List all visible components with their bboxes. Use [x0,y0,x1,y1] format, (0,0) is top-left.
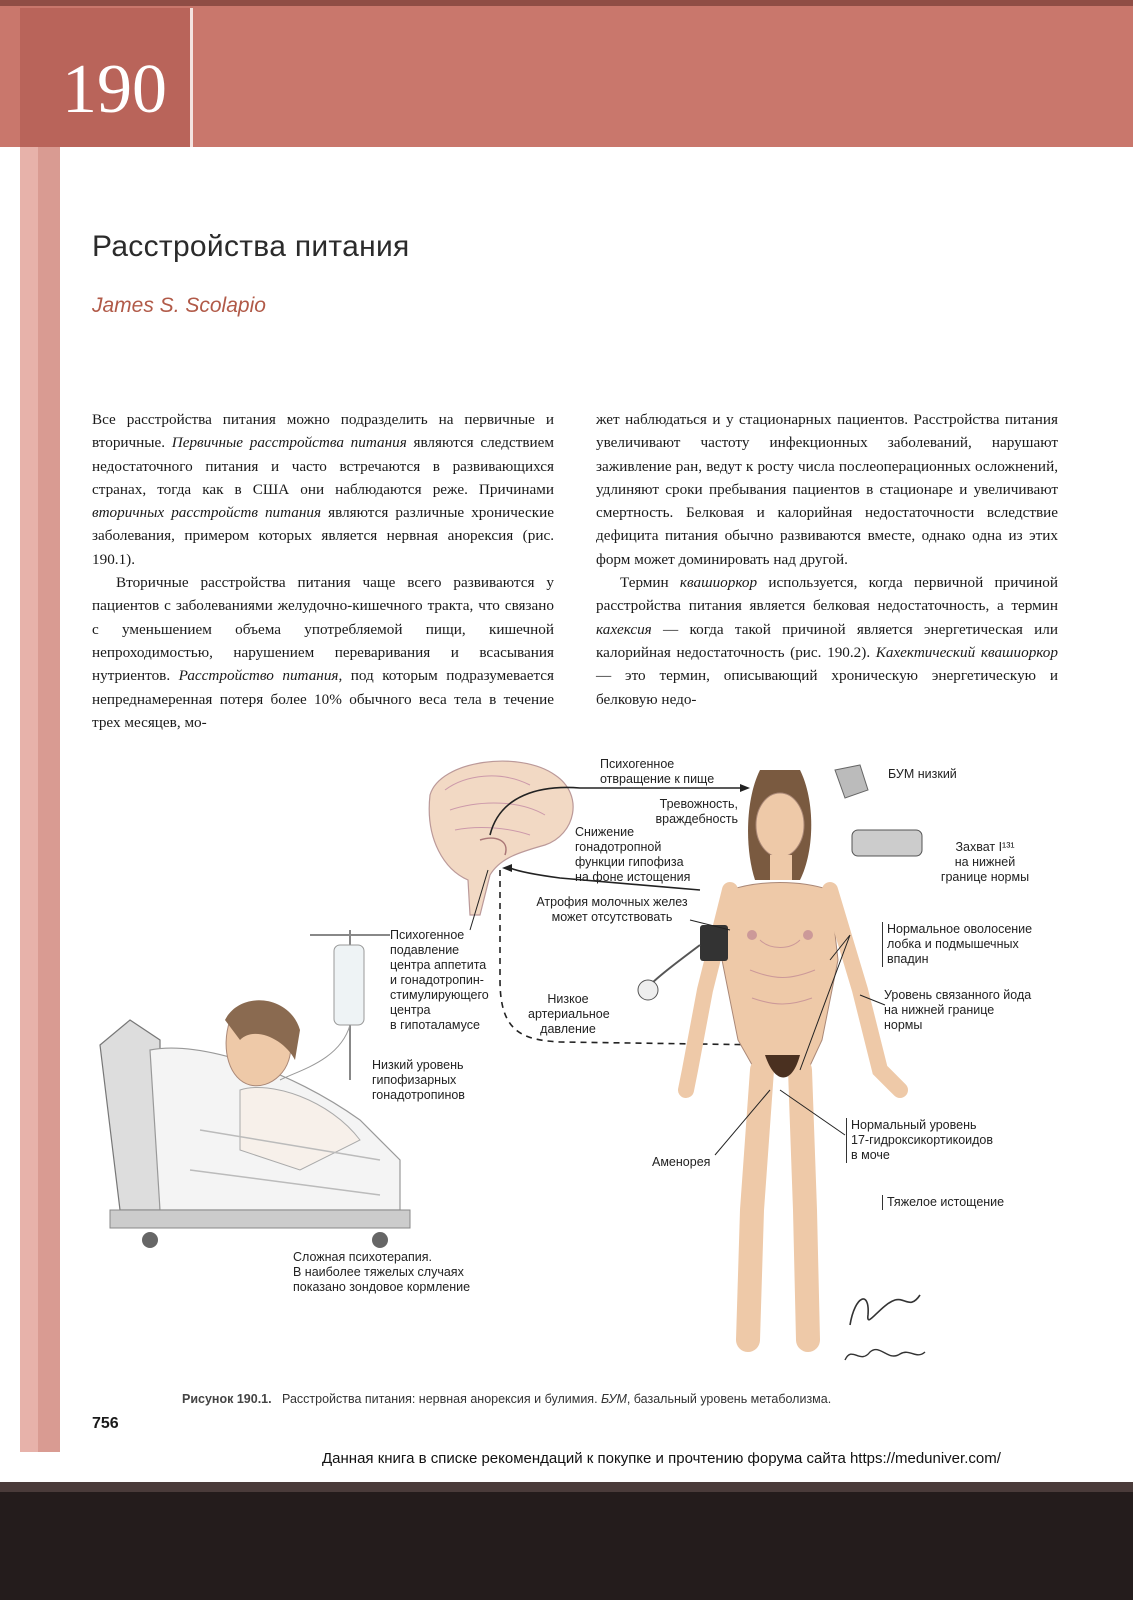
label-psychotherapy: Сложная психотерапия. В наиболее тяжелых случаях показано зондовое кормление [293,1250,471,1294]
body-column-right [596,408,1058,711]
demarco-signature [840,1340,930,1370]
header-divider [190,8,193,147]
label-appetite-suppression: Психогенное подавление центра аппетита и гонадотропин- стимулирующего центра в гипоталамусе [390,928,489,1032]
chapter-title: Расстройства питания [92,230,410,263]
emphasis-term: Первичные расстройства питания [171,434,407,452]
body-column-left [92,408,554,734]
label-anxiety: Тревожность, враждебность [655,797,738,826]
label-low-bp: Низкое артериальное давление [528,992,610,1036]
label-low-gonadotropins: Низкий уровень гипофизарных гонадотропинов [372,1058,465,1102]
emphasis-term: Кахектический квашиоркор [875,643,1058,661]
chapter-author: James S. Scolapio [92,294,266,317]
netter-signature [840,1285,930,1335]
text-run: являются следствием недостаточного питания и часто встречаются в развивающихся странах, тогда как в США они наблюдаются реже. Причинами [92,434,554,498]
figure-caption [182,1392,831,1406]
emphasis-term: вторичных расстройств питания [92,504,322,522]
header-top-strip [0,0,1133,6]
text-run: являются различные хронические заболевания, примером которых является нервная анорексия (рис. 190.1). [92,504,554,568]
text-run: Все расстройства питания можно подразделить на первичные и вторичные. [92,411,554,452]
label-bmr-low: БУМ низкий [888,767,957,781]
emphasis-term: кахексия [596,620,652,638]
body-paragraph [92,408,554,571]
uptake-counter-icon [852,830,922,856]
text-run: используется, когда первичной причиной расстройства питания является белковая недостаточность, а термин [596,574,1058,615]
hospital-bed-illustration [100,930,410,1248]
figure-caption-abbr: БУМ [601,1392,627,1406]
figure-caption-text: Расстройства питания: нервная анорексия и булимия. [282,1392,602,1406]
label-hair: Нормальное оволосение лобка и подмышечных впадин [882,922,1032,967]
figure-caption-label: Рисунок 190.1. [182,1392,272,1406]
emphasis-term: квашиоркор [679,574,758,592]
label-corticoids: Нормальный уровень 17-гидроксикортикоидов в моче [846,1118,993,1163]
text-run: — когда такой причиной является энергетическая или калорийная недостаточность (рис. 190.2). [596,620,1058,661]
label-gonadotropic: Снижение гонадотропной функции гипофиза на фоне истощения [575,825,691,884]
chapter-number: 190 [62,51,167,128]
brain-illustration [429,761,573,915]
label-iodine-uptake: Захват I¹³¹ на нижней границе нормы [940,840,1030,884]
label-breast-atrophy: Атрофия молочных желез может отсутствовать [536,895,688,924]
emphasis-term: Расстройство питания [178,667,339,685]
body-paragraph [596,408,1058,571]
label-bound-iodine: Уровень связанного йода на нижней границе нормы [884,988,1032,1032]
body-paragraph [92,571,554,734]
label-emaciation: Тяжелое истощение [882,1195,1004,1210]
figure-caption-text-end: , базальный уровень метаболизма. [626,1392,832,1406]
text-run: , под которым подразумевается непреднамеренная потеря более 10% обычного веса тела в течение трех месяцев, мо- [92,667,554,731]
page-number: 756 [92,1415,119,1432]
text-run: — это термин, описывающий хроническую энергетическую и белковую недо- [596,667,1058,708]
body-paragraph [596,571,1058,711]
bottom-band [0,1492,1133,1600]
label-psychogenic-aversion: Психогенное отвращение к пище [600,757,715,786]
figure-illustration [0,740,1133,1390]
text-run: Термин [620,574,680,592]
text-run: жет наблюдаться и у стационарных пациентов. Расстройства питания увеличивают частоту инфекционных заболеваний, нарушают заживление ран, ведут к росту числа послеоперационных осложнений, удлиняют сроки пребывания пациентов в стационаре и увеличивают смертность. Белковая и калорийная недостаточности вследствие дефицита питания обычно развиваются вместе, однако одна из этих форм может доминировать над другой. [596,411,1058,568]
label-amenorrhea: Аменорея [652,1155,711,1169]
text-run: Вторичные расстройства питания чаще всего развиваются у пациентов с заболеваниями желудочно-кишечного тракта, что связано с уменьшением объема употребляемой пищи, кишечной непроходимостью, нарушением переваривания и всасывания нутриентов. [92,574,554,685]
footer-note: Данная книга в списке рекомендаций к покупке и прочтению форума сайта https://meduniver.com/ [322,1450,1001,1467]
bmr-mask-icon [835,765,868,798]
